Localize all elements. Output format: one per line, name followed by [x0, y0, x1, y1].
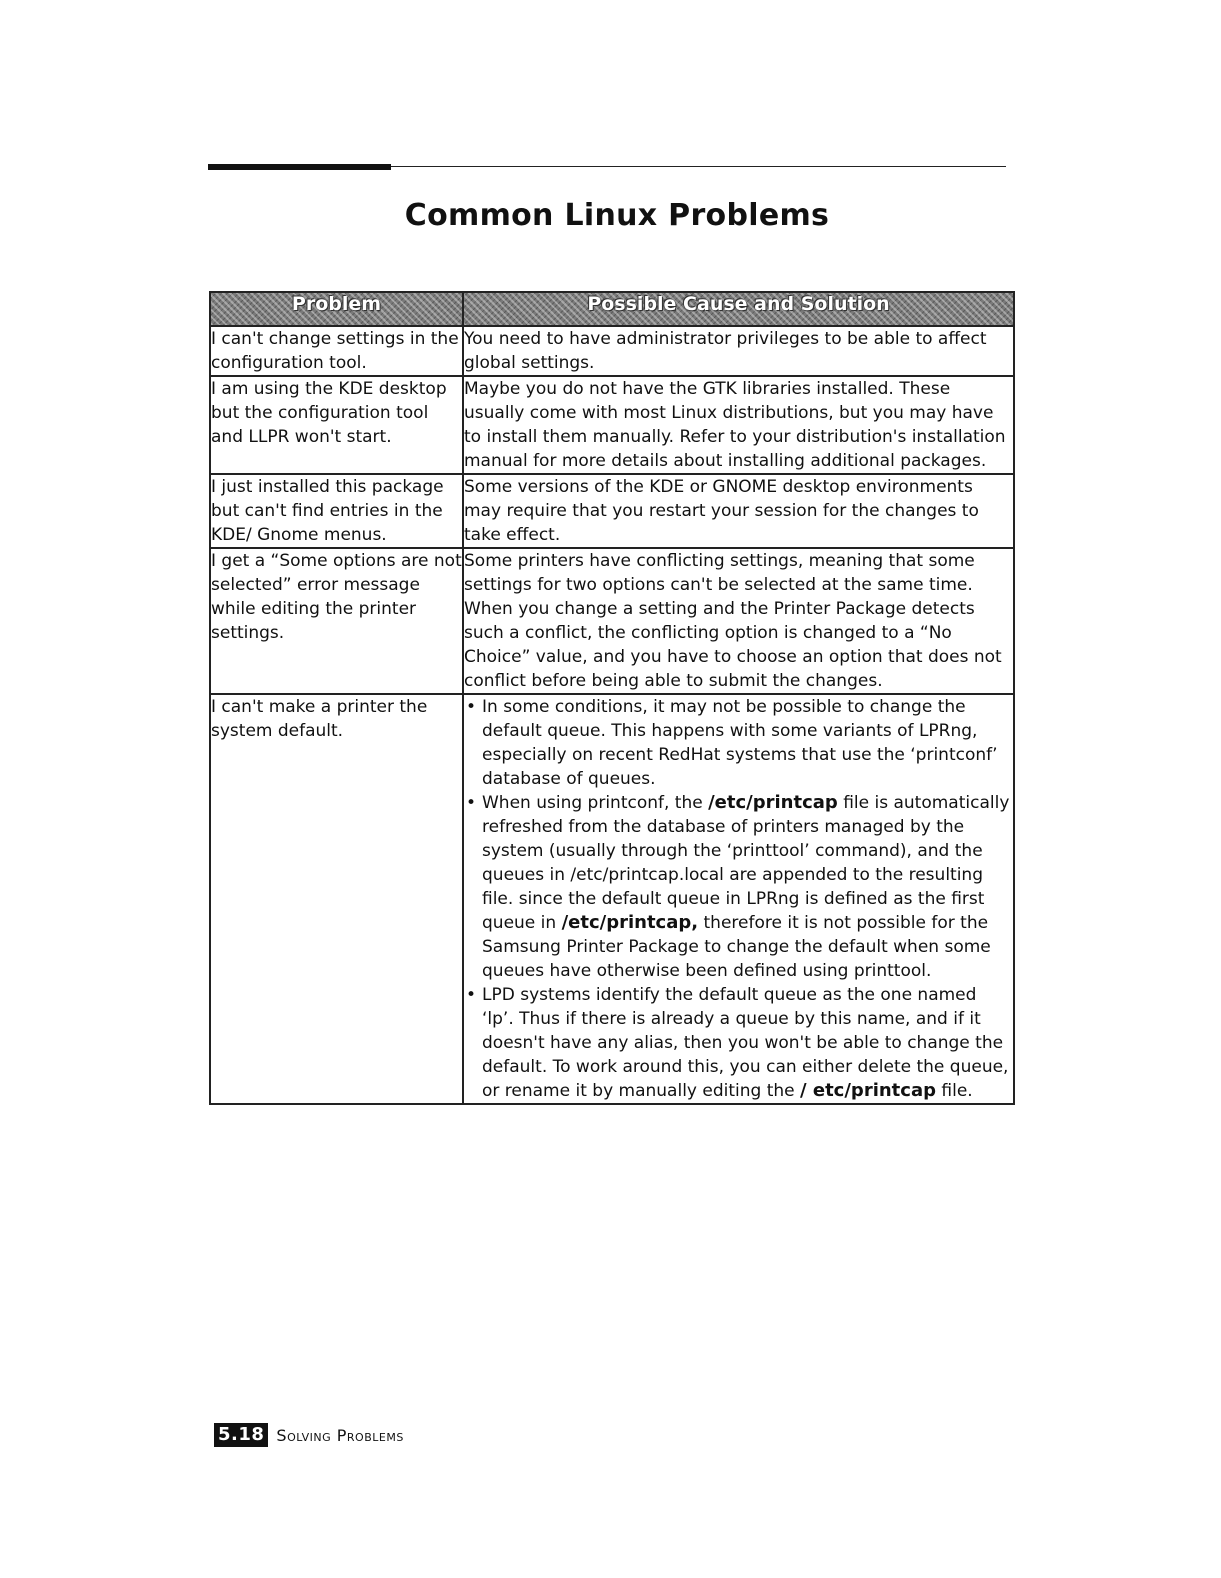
- table-row: [210, 694, 1014, 1104]
- code-path: /etc/printcap: [708, 792, 838, 813]
- header-rule-thick: [208, 164, 391, 170]
- table-header-row: [210, 292, 1014, 326]
- solution-bullet: [464, 791, 1013, 983]
- bullet-text: therefore it is not possible for the Samsung Printer Package to change the default when some queues have otherwise been defined using printtool.: [482, 913, 991, 981]
- header-rule-thin: [391, 166, 1006, 167]
- bullet-text: LPD systems identify the default queue as the one named ‘lp’. Thus if there is already a queue by this name, and if it doesn't have any alias, then you won't be able to change the default. To work around this, you can either delete the queue, or rename it by manually editing the: [482, 985, 1009, 1101]
- solution-cell: Some printers have conflicting settings, meaning that some settings for two options can't be selected at the same time. When you change a setting and the Printer Package detects such a conflict, the conflicting option is changed to a “No Choice” value, and you have to choose an option that does not conflict before being able to submit the changes.: [463, 548, 1014, 694]
- bullet-text: file.: [935, 1081, 973, 1101]
- code-path: / etc/printcap: [800, 1080, 936, 1101]
- page-title: Common Linux Problems: [404, 198, 830, 234]
- header-problem: Problem: [210, 292, 463, 326]
- table-row: [210, 326, 1014, 376]
- table-row: [210, 548, 1014, 694]
- page-footer: [214, 1423, 404, 1447]
- table-row: [210, 376, 1014, 474]
- problem-cell: I can't make a printer the system default.: [210, 694, 463, 1104]
- solution-bullet-list: [464, 695, 1013, 1103]
- solution-bullet: [464, 695, 1013, 791]
- bullet-text: In some conditions, it may not be possible to change the default queue. This happens with some variants of LPRng, especially on recent RedHat systems that use the ‘printconf’ database of queues.: [482, 697, 998, 789]
- bullet-text: When using printconf, the: [482, 793, 709, 813]
- problem-cell: I am using the KDE desktop but the configuration tool and LLPR won't start.: [210, 376, 463, 474]
- solution-bullet: [464, 983, 1013, 1103]
- header-solution: Possible Cause and Solution: [463, 292, 1014, 326]
- problems-table: [209, 291, 1015, 1105]
- solution-cell: [463, 694, 1014, 1104]
- section-name: Solving Problems: [276, 1425, 404, 1445]
- solution-cell: You need to have administrator privileges to be able to affect global settings.: [463, 326, 1014, 376]
- bullet-text: file is automatically refreshed from the database of printers managed by the system (usually through the ‘printtool’ command), and the queues in /etc/printcap.local are appended to the resulting file. since the default queue in LPRng is defined as the first queue in: [482, 793, 1010, 933]
- problem-cell: I get a “Some options are not selected” error message while editing the printer settings.: [210, 548, 463, 694]
- table-row: [210, 474, 1014, 548]
- problem-cell: I just installed this package but can't find entries in the KDE/ Gnome menus.: [210, 474, 463, 548]
- code-path: /etc/printcap,: [561, 912, 699, 933]
- page-number-badge: 5.18: [214, 1423, 268, 1447]
- problem-cell: I can't change settings in the configuration tool.: [210, 326, 463, 376]
- solution-cell: Maybe you do not have the GTK libraries installed. These usually come with most Linux distributions, but you may have to install them manually. Refer to your distribution's installation manual for more details about installing additional packages.: [463, 376, 1014, 474]
- solution-cell: Some versions of the KDE or GNOME desktop environments may require that you restart your session for the changes to take effect.: [463, 474, 1014, 548]
